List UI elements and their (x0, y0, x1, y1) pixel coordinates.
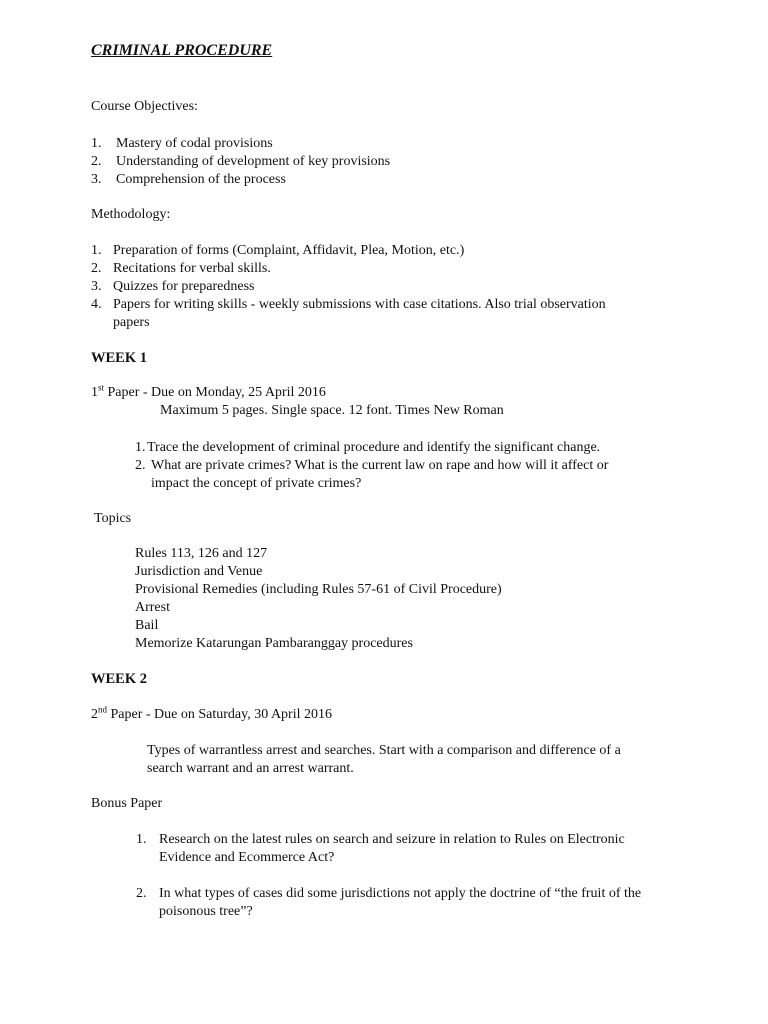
page-title: CRIMINAL PROCEDURE (91, 42, 273, 59)
methodology-number: 1. (91, 243, 102, 258)
paper-due: Paper - Due on Monday, 25 April 2016 (104, 385, 326, 400)
methodology-item-continued: papers (113, 315, 150, 330)
bonus-item: In what types of cases did some jurisdictions not apply the doctrine of “the fruit of the (159, 886, 642, 901)
bonus-item-continued: poisonous tree”? (159, 904, 253, 919)
methodology-heading: Methodology: (91, 207, 171, 222)
paper-number: 1 (91, 385, 98, 400)
methodology-item: Papers for writing skills - weekly submissions with case citations. Also trial observation (113, 297, 606, 312)
methodology-number: 2. (91, 261, 102, 276)
topic-item: Provisional Remedies (including Rules 57-61 of Civil Procedure) (135, 582, 502, 597)
methodology-item: Quizzes for preparedness (113, 279, 255, 294)
question-item: Trace the development of criminal procedure and identify the significant change. (147, 440, 601, 455)
topic-item: Bail (135, 618, 159, 633)
objective-number: 3. (91, 172, 102, 187)
objective-number: 1. (91, 136, 102, 151)
week-1-paper-detail: Maximum 5 pages. Single space. 12 font. Times New Roman (160, 403, 504, 418)
methodology-item: Preparation of forms (Complaint, Affidavit, Plea, Motion, etc.) (113, 243, 465, 258)
methodology-number: 3. (91, 279, 102, 294)
bonus-item: Research on the latest rules on search and seizure in relation to Rules on Electronic (159, 832, 625, 847)
methodology-number: 4. (91, 297, 102, 312)
methodology-item: Recitations for verbal skills. (113, 261, 271, 276)
objectives-heading: Course Objectives: (91, 99, 198, 114)
bonus-number: 1. (136, 832, 147, 847)
topic-item: Jurisdiction and Venue (135, 564, 263, 579)
paper-ordinal: st (98, 382, 105, 393)
paper-number: 2 (91, 707, 98, 722)
topic-item: Arrest (135, 600, 170, 615)
week-2-heading: WEEK 2 (91, 671, 147, 687)
objective-item: Understanding of development of key provisions (116, 154, 391, 169)
week-1-paper-line (91, 384, 326, 402)
topic-item: Memorize Katarungan Pambaranggay procedures (135, 636, 413, 651)
topics-heading: Topics (94, 511, 132, 526)
objective-item: Comprehension of the process (116, 172, 286, 187)
objective-item: Mastery of codal provisions (116, 136, 273, 151)
week-2-paper-line (91, 706, 332, 724)
bonus-number: 2. (136, 886, 147, 901)
question-number: 1. (135, 440, 146, 455)
question-item-continued: impact the concept of private crimes? (151, 476, 362, 491)
week-1-heading: WEEK 1 (91, 350, 147, 366)
question-number: 2. (135, 458, 146, 473)
week-2-paper-detail-continued: search warrant and an arrest warrant. (147, 761, 354, 776)
question-item: What are private crimes? What is the current law on rape and how will it affect or (151, 458, 609, 473)
topic-item: Rules 113, 126 and 127 (135, 546, 268, 561)
objective-number: 2. (91, 154, 102, 169)
week-2-paper-detail: Types of warrantless arrest and searches. Start with a comparison and difference of a (147, 743, 621, 758)
bonus-item-continued: Evidence and Ecommerce Act? (159, 850, 335, 865)
paper-ordinal: nd (98, 704, 107, 715)
paper-due: Paper - Due on Saturday, 30 April 2016 (107, 707, 332, 722)
bonus-paper-heading: Bonus Paper (91, 796, 163, 811)
